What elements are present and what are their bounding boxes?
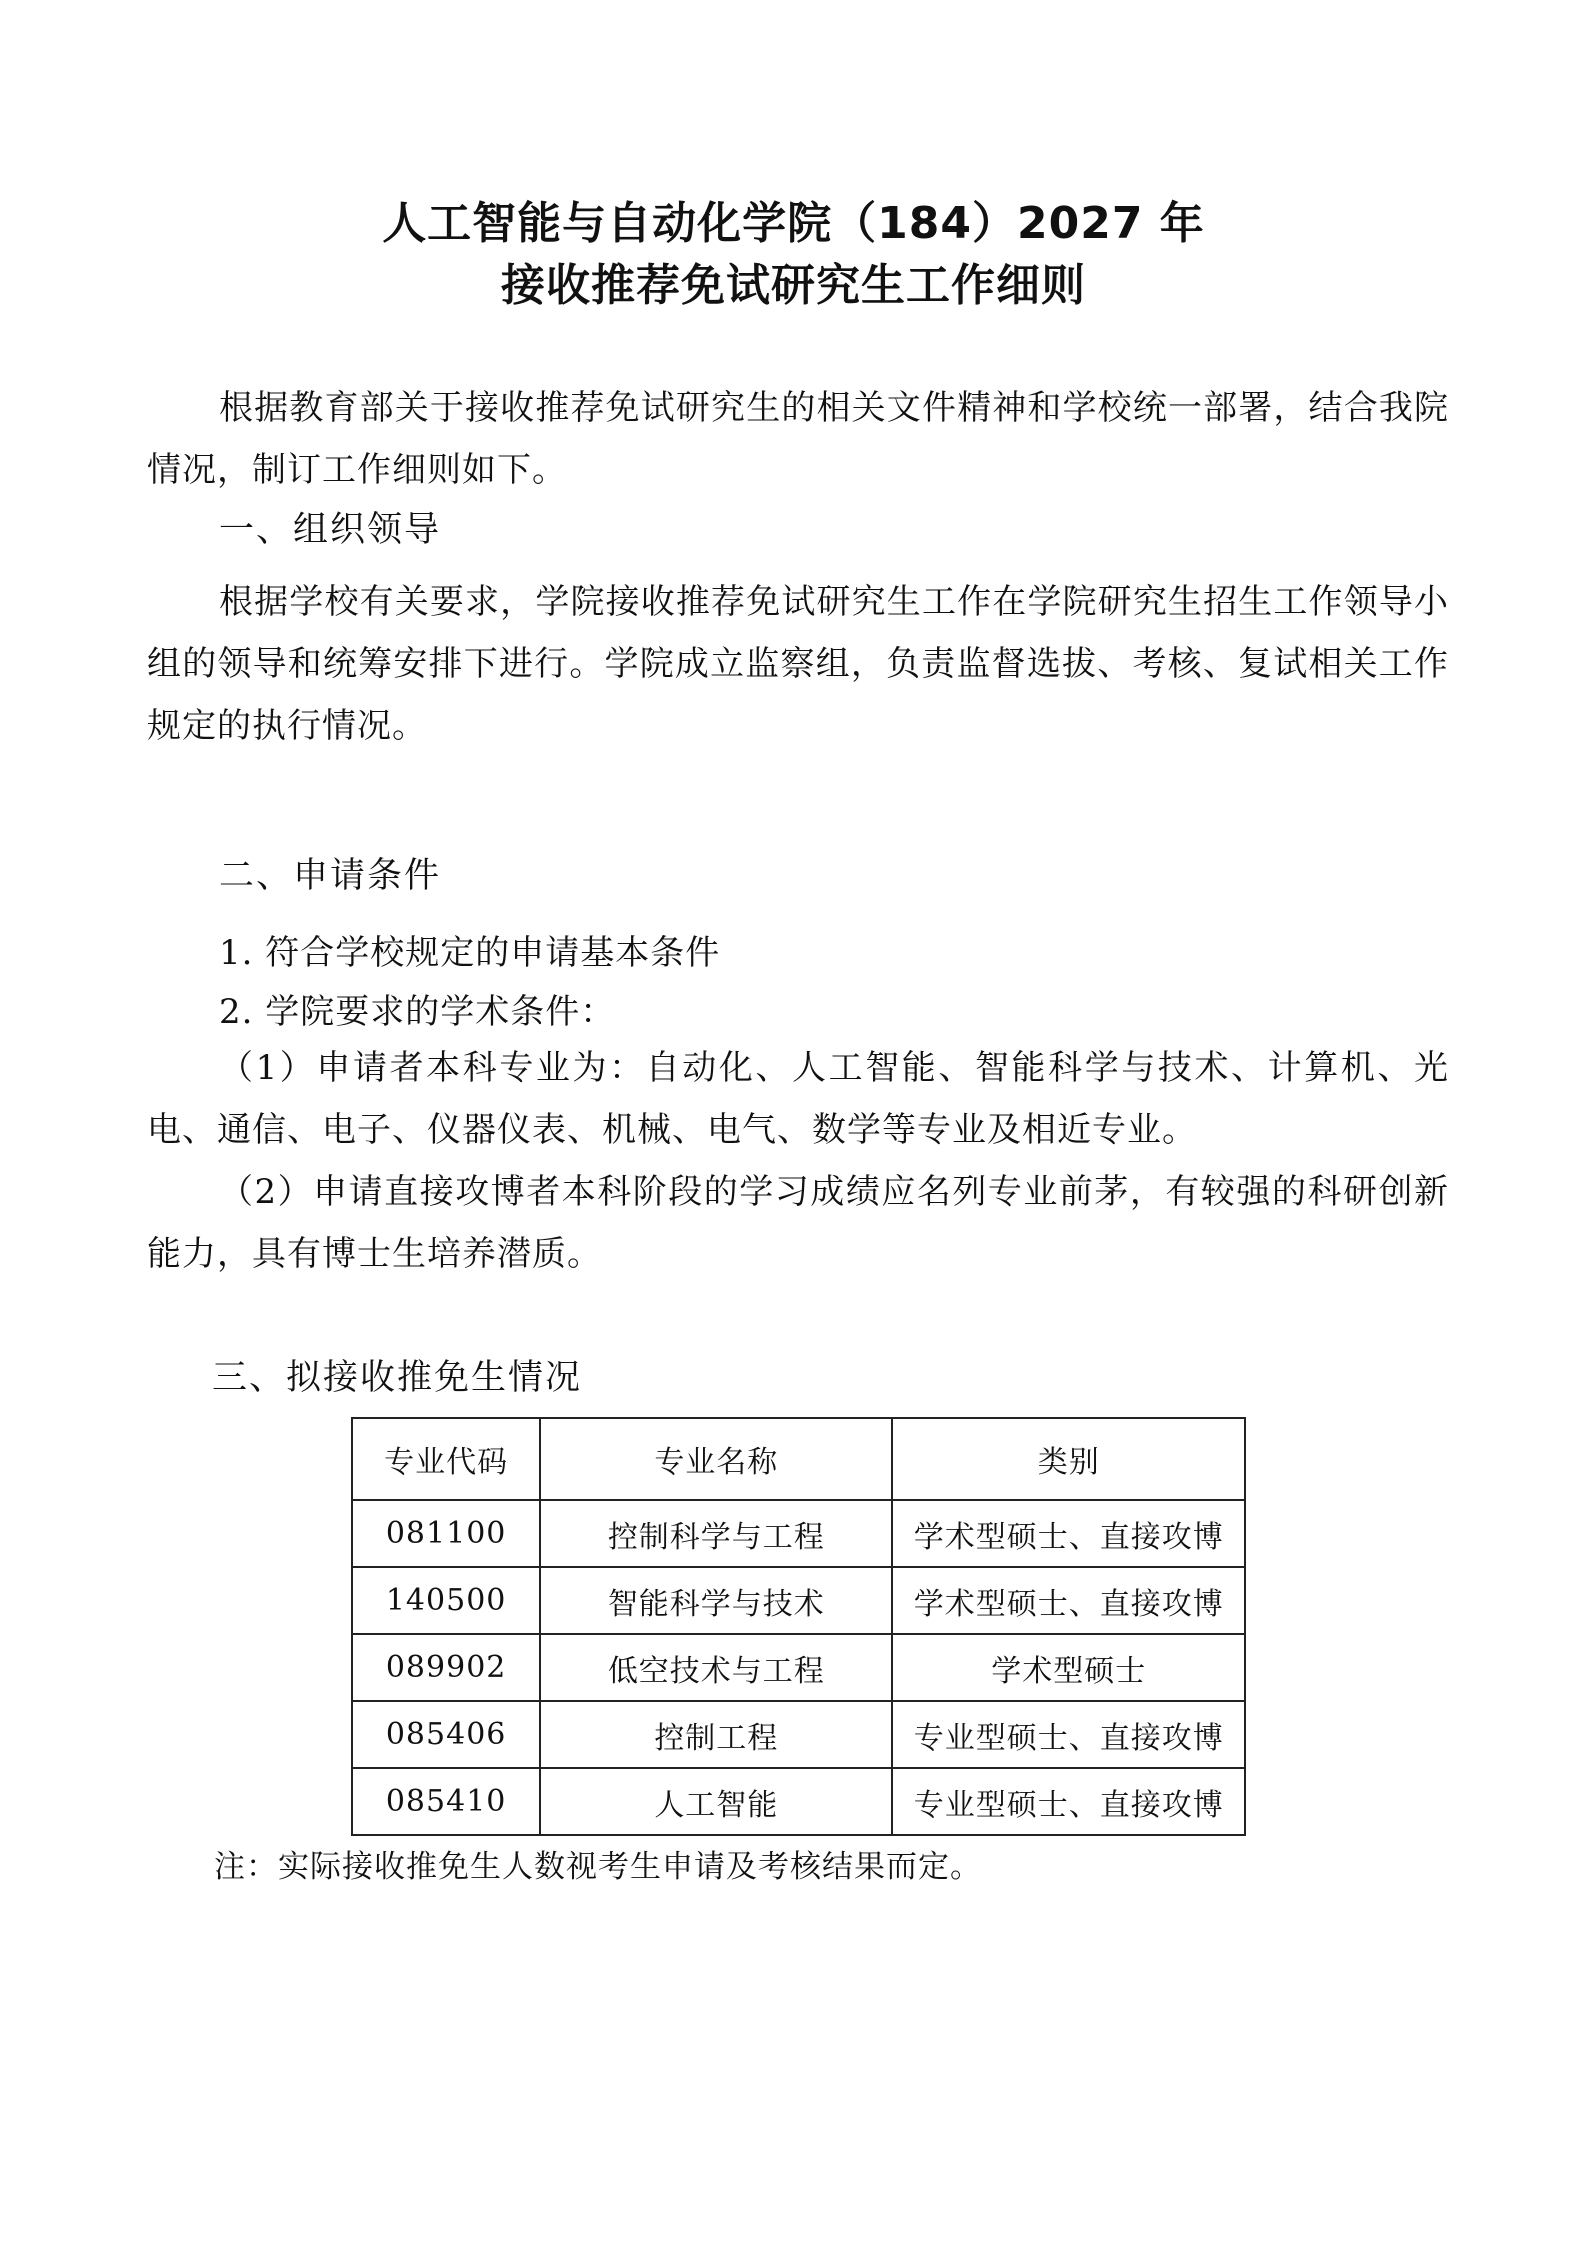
table-cell-name: 低空技术与工程	[540, 1634, 892, 1701]
table-row	[352, 1768, 1245, 1835]
table-cell-name: 控制科学与工程	[540, 1500, 892, 1567]
section1-body: 根据学校有关要求，学院接收推荐免试研究生工作在学院研究生招生工作领导小组的领导和统筹安排下进行。学院成立监察组，负责监督选拔、考核、复试相关工作规定的执行情况。	[147, 582, 1449, 746]
table-header-row	[352, 1418, 1245, 1500]
section2-heading: 二、申请条件	[219, 856, 442, 896]
table-cell-category: 专业型硕士、直接攻博	[892, 1701, 1245, 1768]
table-cell-category: 学术型硕士	[892, 1634, 1245, 1701]
table-cell-code: 081100	[352, 1500, 540, 1567]
table-cell-code: 089902	[352, 1634, 540, 1701]
table-cell-code: 085406	[352, 1701, 540, 1768]
section1-heading: 一、组织领导	[219, 510, 442, 550]
enrollment-table	[351, 1417, 1246, 1836]
section3-heading: 三、拟接收推免生情况	[212, 1358, 583, 1398]
table-header-name: 专业名称	[540, 1418, 892, 1500]
table-cell-name: 控制工程	[540, 1701, 892, 1768]
section2-subitem-1: （1）申请者本科专业为：自动化、人工智能、智能科学与技术、计算机、光电、通信、电子、仪器仪表、机械、电气、数学等专业及相近专业。	[147, 1048, 1449, 1150]
table-cell-code: 140500	[352, 1567, 540, 1634]
table-row	[352, 1567, 1245, 1634]
table-cell-category: 专业型硕士、直接攻博	[892, 1768, 1245, 1835]
table-row	[352, 1500, 1245, 1567]
table-cell-name: 人工智能	[540, 1768, 892, 1835]
table-header-category: 类别	[892, 1418, 1245, 1500]
table-cell-category: 学术型硕士、直接攻博	[892, 1567, 1245, 1634]
section2-item-2: 2. 学院要求的学术条件：	[219, 992, 616, 1032]
table-cell-code: 085410	[352, 1768, 540, 1835]
section2-subitem-2: （2）申请直接攻博者本科阶段的学习成绩应名列专业前茅，有较强的科研创新能力，具有博士生培养潜质。	[147, 1172, 1449, 1274]
table-note: 注：实际接收推免生人数视考生申请及考核结果而定。	[214, 1849, 982, 1885]
table-row	[352, 1701, 1245, 1768]
table-row	[352, 1634, 1245, 1701]
document-title-line2: 接收推荐免试研究生工作细则	[501, 260, 1086, 311]
intro-paragraph: 根据教育部关于接收推荐免试研究生的相关文件精神和学校统一部署，结合我院情况，制订工作细则如下。	[147, 388, 1449, 490]
table-cell-category: 学术型硕士、直接攻博	[892, 1500, 1245, 1567]
section2-item-1: 1. 符合学校规定的申请基本条件	[219, 933, 721, 973]
table-cell-name: 智能科学与技术	[540, 1567, 892, 1634]
document-title-line1: 人工智能与自动化学院（184）2027 年	[382, 198, 1205, 249]
table-header-code: 专业代码	[352, 1418, 540, 1500]
